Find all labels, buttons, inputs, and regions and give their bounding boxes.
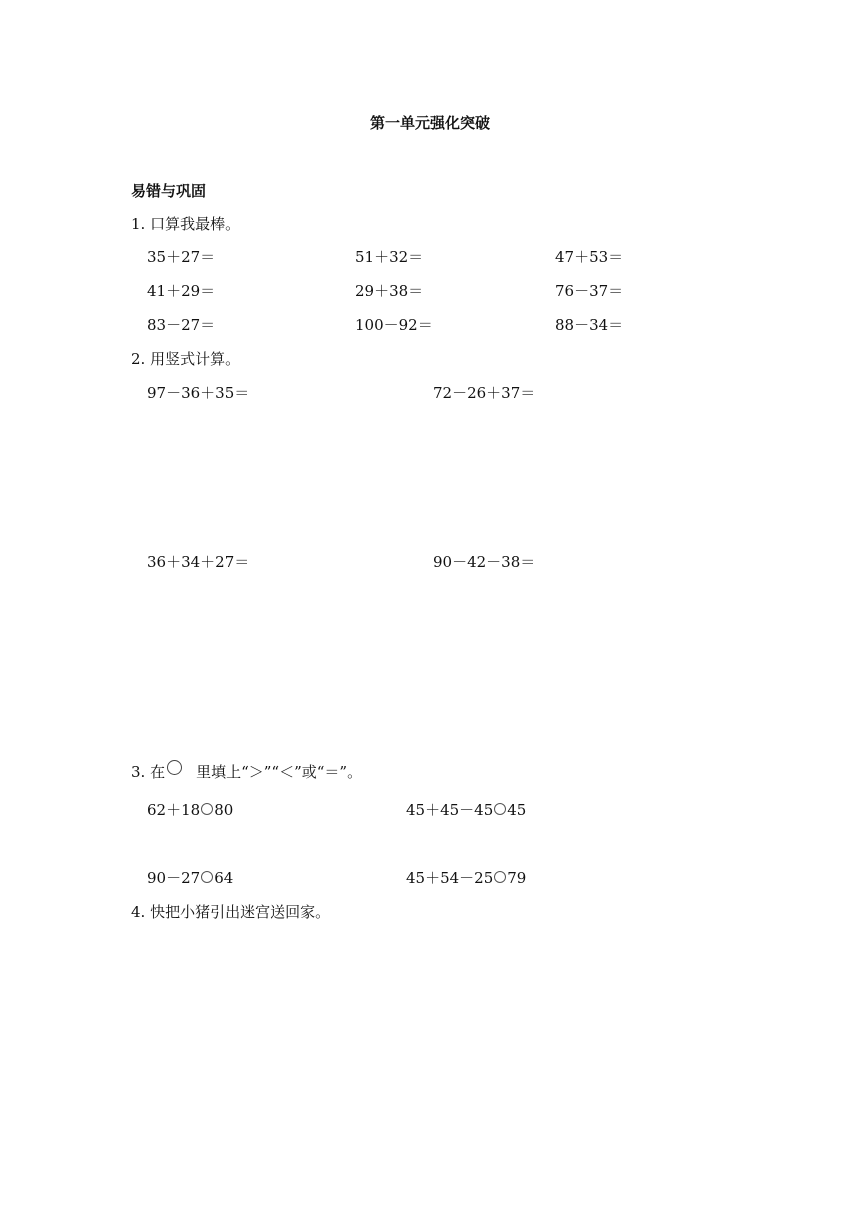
compare-item bbox=[406, 799, 526, 820]
compare-right: 80 bbox=[214, 801, 234, 819]
vertical-calc-item: 36＋34＋27＝ bbox=[147, 553, 250, 571]
compare-left: 45＋54－25 bbox=[406, 869, 494, 887]
mental-math-item: 47＋53＝ bbox=[555, 248, 624, 266]
answer-circle[interactable] bbox=[494, 871, 506, 883]
mental-math-item: 100－92＝ bbox=[355, 316, 433, 334]
vertical-calc-item: 72－26＋37＝ bbox=[433, 384, 536, 402]
answer-circle[interactable] bbox=[201, 871, 213, 883]
page-title: 第一单元强化突破 bbox=[369, 114, 490, 132]
compare-left: 62＋18 bbox=[147, 801, 201, 819]
compare-right: 45 bbox=[507, 801, 527, 819]
mental-math-item: 29＋38＝ bbox=[355, 282, 424, 300]
answer-circle[interactable] bbox=[494, 803, 506, 815]
compare-left: 90－27 bbox=[147, 869, 201, 887]
answer-circle[interactable] bbox=[201, 803, 213, 815]
section-heading: 易错与巩固 bbox=[131, 182, 207, 200]
circle-icon bbox=[167, 760, 182, 775]
vertical-calc-item: 97－36＋35＝ bbox=[147, 384, 250, 402]
mental-math-item: 51＋32＝ bbox=[355, 248, 424, 266]
question-3-prefix: 3. 在 bbox=[131, 763, 166, 781]
mental-math-item: 83－27＝ bbox=[147, 316, 216, 334]
question-4-label: 4. 快把小猪引出迷宫送回家。 bbox=[131, 903, 331, 921]
compare-item bbox=[147, 867, 233, 888]
compare-item bbox=[147, 799, 233, 820]
mental-math-item: 41＋29＝ bbox=[147, 282, 216, 300]
compare-right: 79 bbox=[507, 869, 527, 887]
compare-left: 45＋45－45 bbox=[406, 801, 494, 819]
question-3-suffix: 里填上“＞”“＜”或“＝”。 bbox=[196, 763, 363, 781]
question-3-label bbox=[131, 760, 362, 782]
mental-math-item: 88－34＝ bbox=[555, 316, 624, 334]
vertical-calc-item: 90－42－38＝ bbox=[433, 553, 536, 571]
question-2-label: 2. 用竖式计算。 bbox=[131, 350, 241, 368]
compare-item bbox=[406, 867, 526, 888]
mental-math-item: 35＋27＝ bbox=[147, 248, 216, 266]
compare-right: 64 bbox=[214, 869, 234, 887]
question-1-label: 1. 口算我最棒。 bbox=[131, 215, 241, 233]
mental-math-item: 76－37＝ bbox=[555, 282, 624, 300]
